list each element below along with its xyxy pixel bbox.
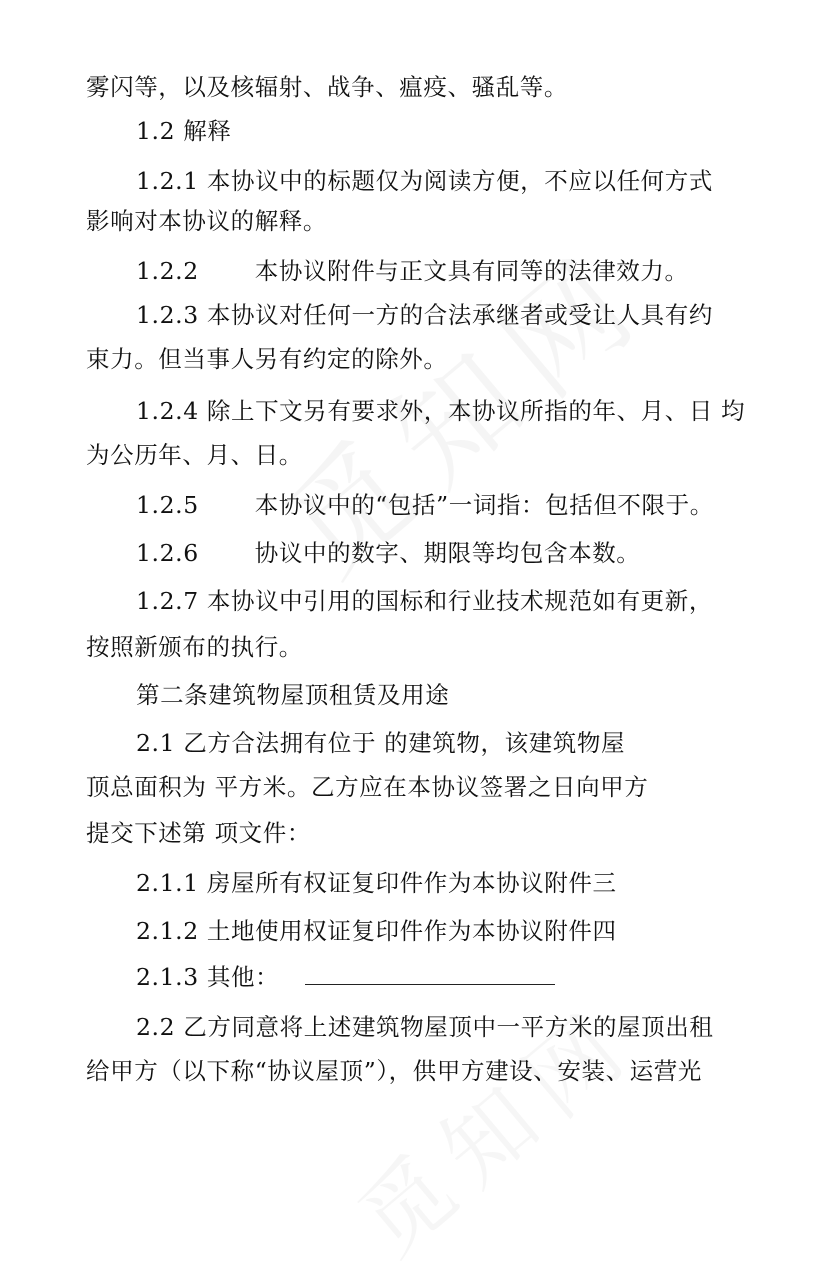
clause-text: 2.1.3 其他： — [136, 963, 280, 991]
text-line: 给甲方（以下称“协议屋顶”），供甲方建设、安装、运营光 — [86, 1057, 702, 1085]
clause-number: 1.2.5 — [136, 491, 199, 519]
text-line: 按照新颁布的执行。 — [86, 633, 303, 661]
text-line: 为公历年、月、日。 — [86, 441, 303, 469]
text-line: 1.2.1 本协议中的标题仅为阅读方便，不应以任何方式 — [136, 167, 713, 195]
section-heading: 1.2 解释 — [136, 117, 232, 145]
clause-line — [136, 490, 714, 520]
text-line: 束力。但当事人另有约定的除外。 — [86, 345, 448, 373]
clause-line — [136, 538, 640, 568]
text-line: 提交下述第 项文件： — [86, 819, 311, 847]
clause-line — [136, 962, 555, 992]
text-line: 1.2.3 本协议对任何一方的合法承继者或受让人具有约 — [136, 301, 713, 329]
clause-number: 1.2.6 — [136, 539, 199, 567]
text-line: 1.2.7 本协议中引用的国标和行业技术规范如有更新， — [136, 587, 713, 615]
text-line: 顶总面积为 平方米。乙方应在本协议签署之日向甲方 — [86, 773, 649, 801]
clause-text: 本协议附件与正文具有同等的法律效力。 — [254, 257, 689, 285]
text-line: 雾闪等，以及核辐射、战争、瘟疫、骚乱等。 — [86, 73, 568, 101]
clause-text: 本协议中的“包括”一词指：包括但不限于。 — [254, 491, 714, 519]
article-heading: 第二条建筑物屋顶租赁及用途 — [136, 681, 450, 709]
text-line: 2.2 乙方同意将上述建筑物屋顶中一平方米的屋顶出租 — [136, 1013, 714, 1041]
clause-number: 1.2.2 — [136, 257, 199, 285]
text-line: 2.1.2 土地使用权证复印件作为本协议附件四 — [136, 917, 617, 945]
text-line: 2.1.1 房屋所有权证复印件作为本协议附件三 — [136, 869, 617, 897]
text-line: 影响对本协议的解释。 — [86, 207, 327, 235]
text-line: 1.2.4 除上下文另有要求外，本协议所指的年、月、日 均 — [136, 397, 746, 425]
text-line: 2.1 乙方合法拥有位于 的建筑物，该建筑物屋 — [136, 729, 626, 757]
clause-text: 协议中的数字、期限等均包含本数。 — [254, 539, 641, 567]
clause-line — [136, 256, 689, 286]
fill-in-blank — [305, 964, 555, 985]
